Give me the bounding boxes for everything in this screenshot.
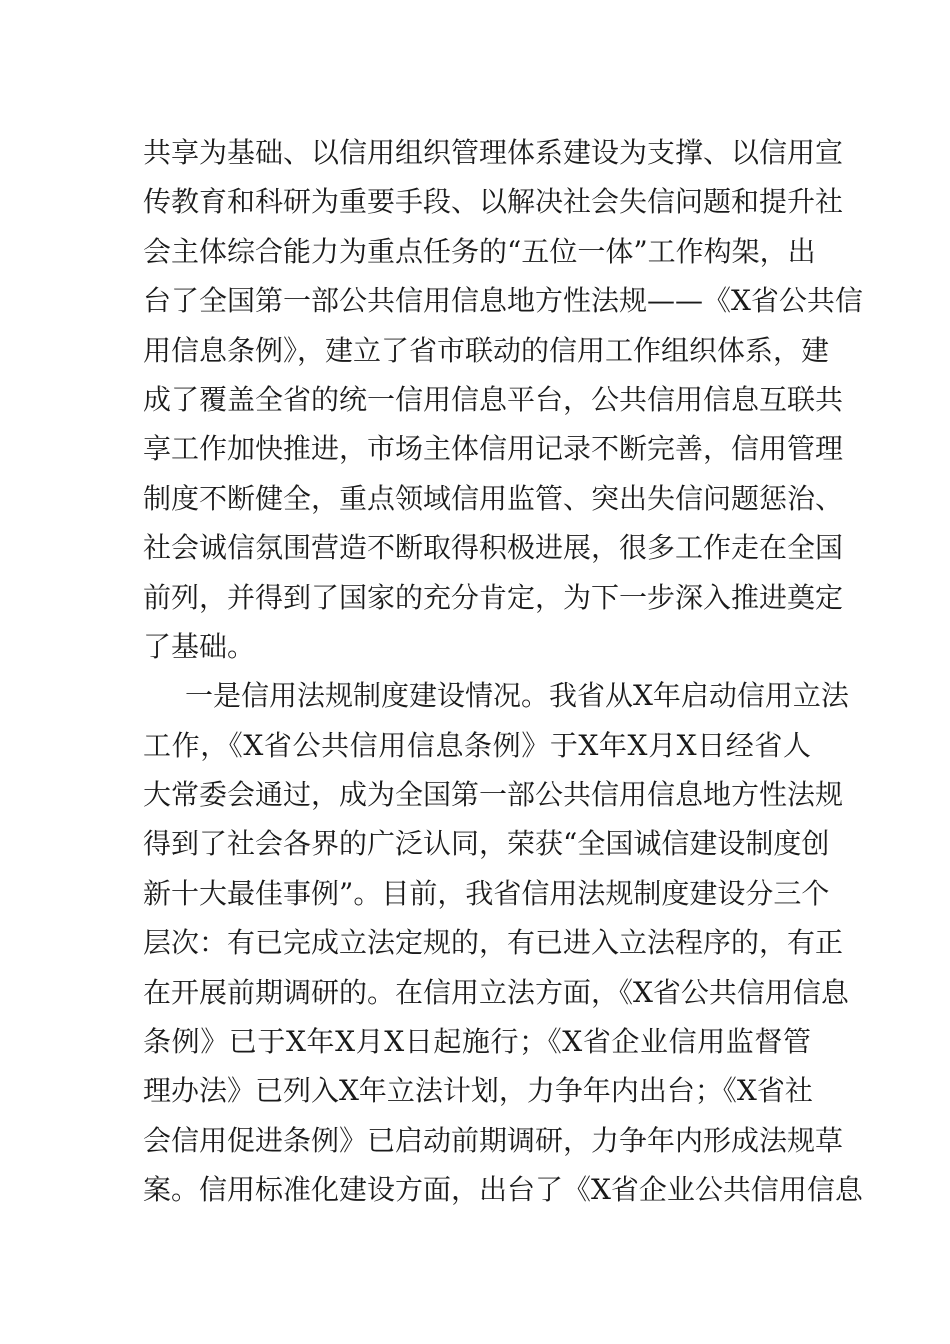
text-line: 前列，并得到了国家的充分肯定，为下一步深入推进奠定 xyxy=(143,580,844,614)
body-text xyxy=(143,128,863,1215)
paragraph-start-line: 一是信用法规制度建设情况。我省从X年启动信用立法 xyxy=(185,679,849,713)
text-line: 层次：有已完成立法定规的，有已进入立法程序的，有正 xyxy=(143,926,844,960)
text-line: 案。信用标准化建设方面，出台了《X省企业公共信用信息 xyxy=(143,1173,863,1207)
text-line: 了基础。 xyxy=(143,629,256,663)
text-line: 条例》已于X年X月X日起施行；《X省企业信用监督管 xyxy=(143,1025,811,1059)
text-line: 得到了社会各界的广泛认同，荣获“全国诚信建设制度创 xyxy=(143,827,830,861)
text-line: 会信用促进条例》已启动前期调研，力争年内形成法规草 xyxy=(143,1123,844,1157)
text-line: 成了覆盖全省的统一信用信息平台，公共信用信息互联共 xyxy=(143,382,844,416)
text-line: 工作，《X省公共信用信息条例》于X年X月X日经省人 xyxy=(143,728,811,762)
text-line: 会主体综合能力为重点任务的“五位一体”工作构架，出 xyxy=(143,234,816,268)
text-line: 共享为基础、以信用组织管理体系建设为支撑、以信用宣 xyxy=(143,136,844,169)
text-line: 在开展前期调研的。在信用立法方面，《X省公共信用信息 xyxy=(143,975,849,1009)
text-line: 台了全国第一部公共信用信息地方性法规——《X省公共信 xyxy=(143,284,863,318)
text-line: 享工作加快推进，市场主体信用记录不断完善，信用管理 xyxy=(143,432,844,466)
text-line: 社会诚信氛围营造不断取得积极进展，很多工作走在全国 xyxy=(143,531,844,565)
text-line: 大常委会通过，成为全国第一部公共信用信息地方性法规 xyxy=(143,778,844,812)
text-line: 新十大最佳事例”。目前，我省信用法规制度建设分三个 xyxy=(143,876,830,910)
text-line: 理办法》已列入X年立法计划，力争年内出台；《X省社 xyxy=(143,1074,813,1108)
text-line: 制度不断健全，重点领域信用监管、突出失信问题惩治、 xyxy=(143,481,844,515)
text-line: 传教育和科研为重要手段、以解决社会失信问题和提升社 xyxy=(143,185,844,219)
text-line: 用信息条例》，建立了省市联动的信用工作组织体系，建 xyxy=(143,333,830,367)
